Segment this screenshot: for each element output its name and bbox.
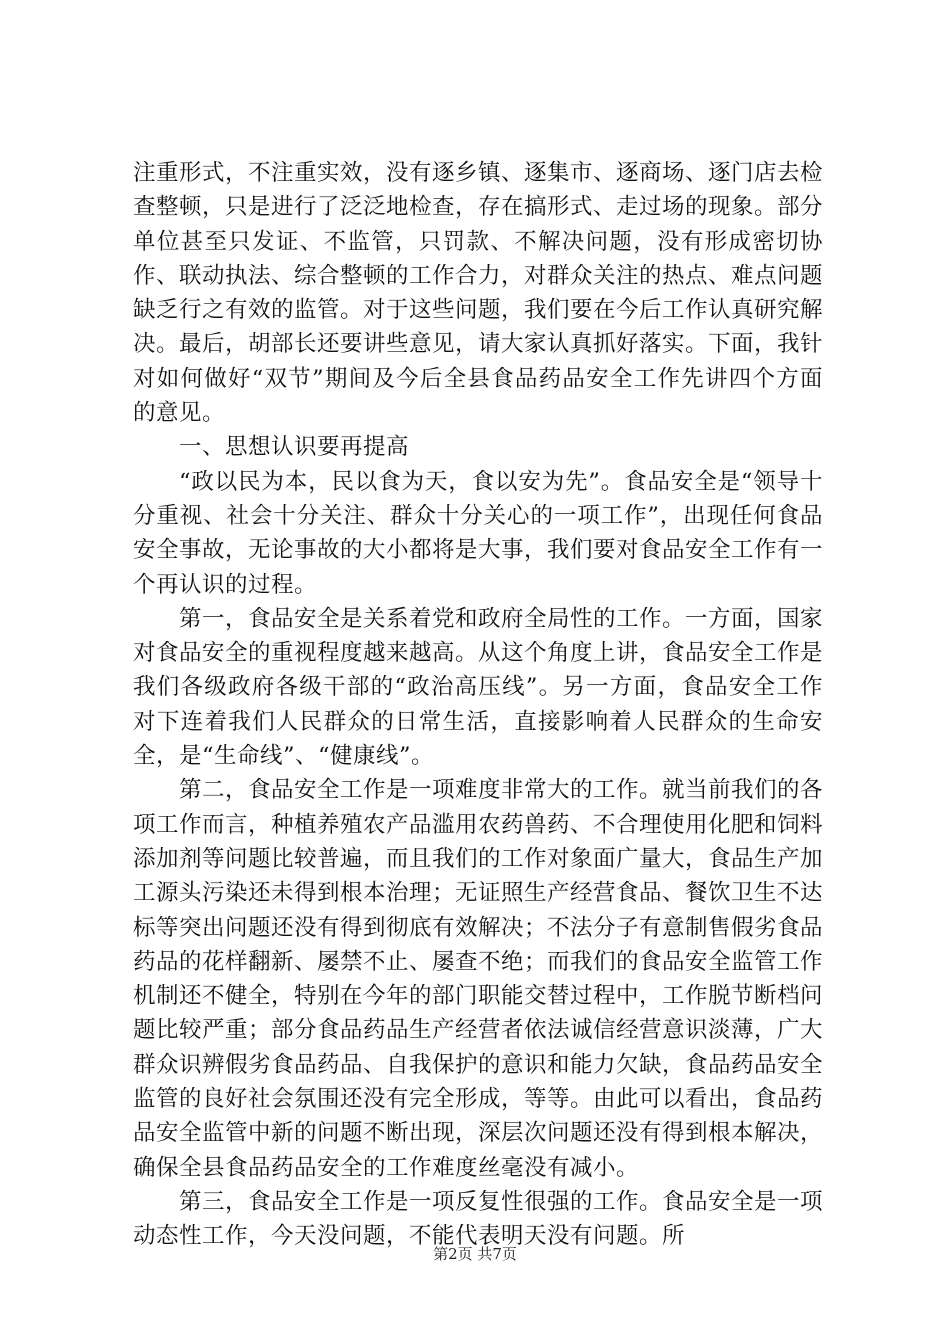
section-heading-1: 一、思想认识要再提高	[179, 434, 410, 461]
document-body	[133, 156, 823, 1254]
paragraph-5: 第三，食品安全工作是一项反复性很强的工作。食品安全是一项动态性工作，今天没问题，不能代表明天没有问题。所	[133, 1188, 824, 1250]
paragraph-2: “政以民为本，民以食为天，食以安为先”。食品安全是“领导十分重视、社会十分关注、群众十分关心的一项工作”，出现任何食品安全事故，无论事故的大小都将是大事，我们要对食品安全工作有一个再认识的过程。	[133, 468, 824, 598]
page-number: 第2页 共7页	[433, 1245, 517, 1263]
paragraph-3: 第一，食品安全是关系着党和政府全局性的工作。一方面，国家对食品安全的重视程度越来越高。从这个角度上讲，食品安全工作是我们各级政府各级干部的“政治高压线”。另一方面，食品安全工作对下连着我们人民群众的日常生活，直接影响着人民群众的生命安全，是“生命线”、“健康线”。	[133, 605, 824, 770]
paragraph-4: 第二，食品安全工作是一项难度非常大的工作。就当前我们的各项工作而言，种植养殖农产品滥用农药兽药、不合理使用化肥和饲料添加剂等问题比较普遍，而且我们的工作对象面广量大，食品生产加工源头污染还未得到根本治理；无证照生产经营食品、餐饮卫生不达标等突出问题还没有得到彻底有效解决；不法分子有意制售假劣食品药品的花样翻新、屡禁不止、屡查不绝；而我们的食品安全监管工作机制还不健全，特别在今年的部门职能交替过程中，工作脱节断档问题比较严重；部分食品药品生产经营者依法诚信经营意识淡薄，广大群众识辨假劣食品药品、自我保护的意识和能力欠缺，食品药品安全监管的良好社会氛围还没有完全形成，等等。由此可以看出，食品药品安全监管中新的问题不断出现，深层次问题还没有得到根本解决，确保全县食品药品安全的工作难度丝毫没有减小。	[133, 777, 824, 1181]
paragraph-1: 注重形式，不注重实效，没有逐乡镇、逐集市、逐商场、逐门店去检查整顿，只是进行了泛泛地检查，存在搞形式、走过场的现象。部分单位甚至只发证、不监管，只罚款、不解决问题，没有形成密切协作、联动执法、综合整顿的工作合力，对群众关注的热点、难点问题缺乏行之有效的监管。对于这些问题，我们要在今后工作认真研究解决。最后，胡部长还要讲些意见，请大家认真抓好落实。下面，我针对如何做好“双节”期间及今后全县食品药品安全工作先讲四个方面的意见。	[133, 160, 824, 427]
